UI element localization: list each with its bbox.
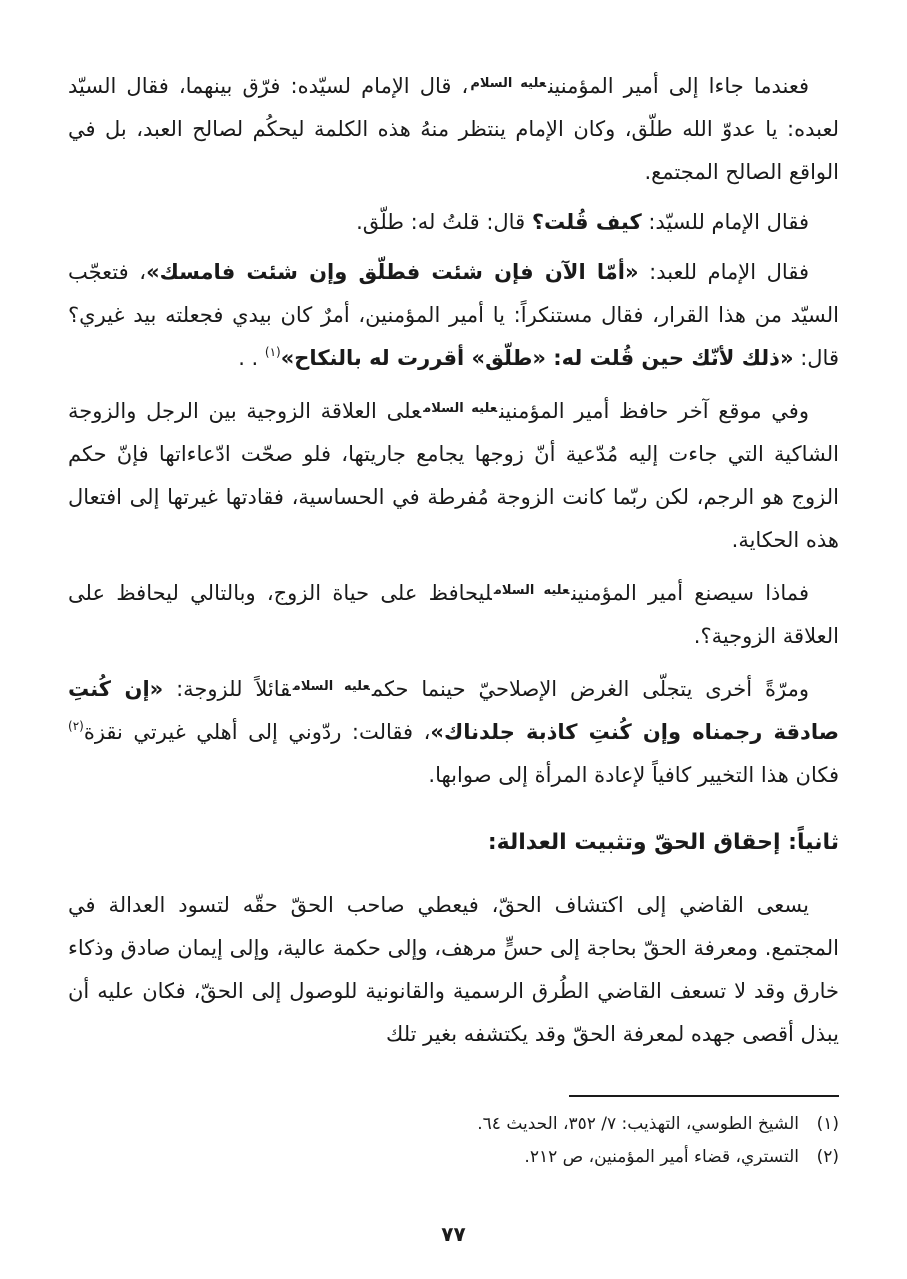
footnote-divider bbox=[569, 1095, 839, 1097]
p6-bold: «إن كُنتِ صادقة رجمناه وإن كُنتِ كاذبة جلدناك» bbox=[68, 677, 839, 744]
p2-text-a: فقال الإمام للسيّد: bbox=[648, 210, 809, 234]
salutation-mark: عليه السلام bbox=[470, 76, 547, 91]
p3-bold-2: «ذلك لأنّك حين قُلت له: «طلّق» أقررت له بالنكاح» bbox=[280, 346, 794, 370]
footnote-text: الشيخ الطوسي، التهذيب: ٧/ ٣٥٢، الحديث ٦٤. bbox=[477, 1114, 799, 1134]
paragraph-5 bbox=[68, 569, 839, 658]
p3-text-c: . . bbox=[238, 346, 259, 370]
footnote-ref-1: (١) bbox=[264, 345, 281, 359]
p4-text-b: على العلاقة الزوجية بين الرجل والزوجة الشاكية التي جاءت إليه مُدّعية أنّ زوجها يجامع جاريتها، فلو صحّت ادّعاءاتها فإنّ حكم الزوج هو الرجم، لكن ربّما كانت الزوجة مُفرطة في الحساسية، فقادتها غيرتها إلى افتعال هذه الحكاية. bbox=[68, 399, 839, 552]
p1-text-b: ، قال الإمام لسيّده: فرّق بينهما، فقال السيّد لعبده: يا عدوّ الله طلّق، وكان الإمام ينتظر منهُ هذه الكلمة ليحكُم لصالح العبد، بل في الواقع الصالح المجتمع. bbox=[68, 74, 839, 184]
salutation-mark: عليه السلام bbox=[292, 679, 370, 694]
paragraph-4 bbox=[68, 387, 839, 562]
footnote-number: (٢) bbox=[816, 1147, 839, 1167]
p2-bold: كيف قُلت؟ bbox=[531, 210, 642, 234]
p6-text-d: فكان هذا التخيير كافياً لإعادة المرأة إلى صوابها. bbox=[428, 763, 839, 787]
section-heading bbox=[68, 821, 839, 864]
p2-text-b: قال: قلتُ له: طلّق. bbox=[356, 210, 526, 234]
salutation-mark: عليه السلام bbox=[493, 583, 570, 598]
p4-text-a: وفي موقع آخر حافظ أمير المؤمنين bbox=[499, 399, 809, 423]
page-number: ٧٧ bbox=[441, 1222, 466, 1246]
paragraph-1 bbox=[68, 62, 839, 194]
p6-text-c: ، فقالت: ردّوني إلى أهلي غيرتي نقزة bbox=[83, 720, 431, 744]
p1-text-a: فعندما جاءا إلى أمير المؤمنين bbox=[548, 74, 810, 98]
p3-bold-1: «أمّا الآن فإن شئت فطلّق وإن شئت فامسك» bbox=[146, 260, 639, 284]
section-heading-title: إحقاق الحقّ وتثبيت العدالة: bbox=[487, 830, 781, 855]
paragraph-6 bbox=[68, 665, 839, 797]
footnote-number: (١) bbox=[816, 1114, 839, 1134]
p5-text-a: فماذا سيصنع أمير المؤمنين bbox=[571, 581, 809, 605]
p3-text-a: فقال الإمام للعبد: bbox=[649, 260, 809, 284]
paragraph-2 bbox=[68, 201, 839, 244]
page-body bbox=[68, 62, 839, 1063]
footnote-text: التستري، قضاء أمير المؤمنين، ص ٢١٢. bbox=[524, 1147, 799, 1167]
footnote-2 bbox=[68, 1141, 839, 1174]
footnote-ref-2: (٢) bbox=[68, 719, 84, 733]
p5-text-b: ليحافظ على حياة الزوج، وبالتالي ليحافظ على العلاقة الزوجية؟. bbox=[68, 581, 839, 648]
section-heading-number: ثانياً: bbox=[788, 830, 839, 855]
p3-text-b: ، فتعجّب السيّد من هذا القرار، فقال مستنكراً: يا أمير المؤمنين، أمرٌ كان بيدي فجعلته بيد غيري؟ قال: bbox=[68, 260, 839, 370]
paragraph-3 bbox=[68, 251, 839, 380]
salutation-mark: عليه السلام bbox=[423, 401, 498, 416]
p6-text-a: ومرّةً أخرى يتجلّى الغرض الإصلاحيّ حينما حكم bbox=[371, 677, 809, 701]
footnote-1 bbox=[68, 1108, 839, 1141]
p6-text-b: قائلاً للزوجة: bbox=[176, 677, 291, 701]
paragraph-7: يسعى القاضي إلى اكتشاف الحقّ، فيعطي صاحب الحقّ حقّه لتسود العدالة في المجتمع. ومعرفة الحقّ بحاجة إلى حسٍّ مرهف، وإلى حكمة عالية، وإلى إيمان صادق وذكاء خارق وقد لا تسعف القاضي الطُرق الرسمية والقانونية للوصول إلى الحقّ، فكان عليه أن يبذل أقصى جهده لمعرفة الحقّ وقد يكتشفه بغير تلك bbox=[68, 893, 839, 1046]
footnotes bbox=[68, 1108, 839, 1174]
